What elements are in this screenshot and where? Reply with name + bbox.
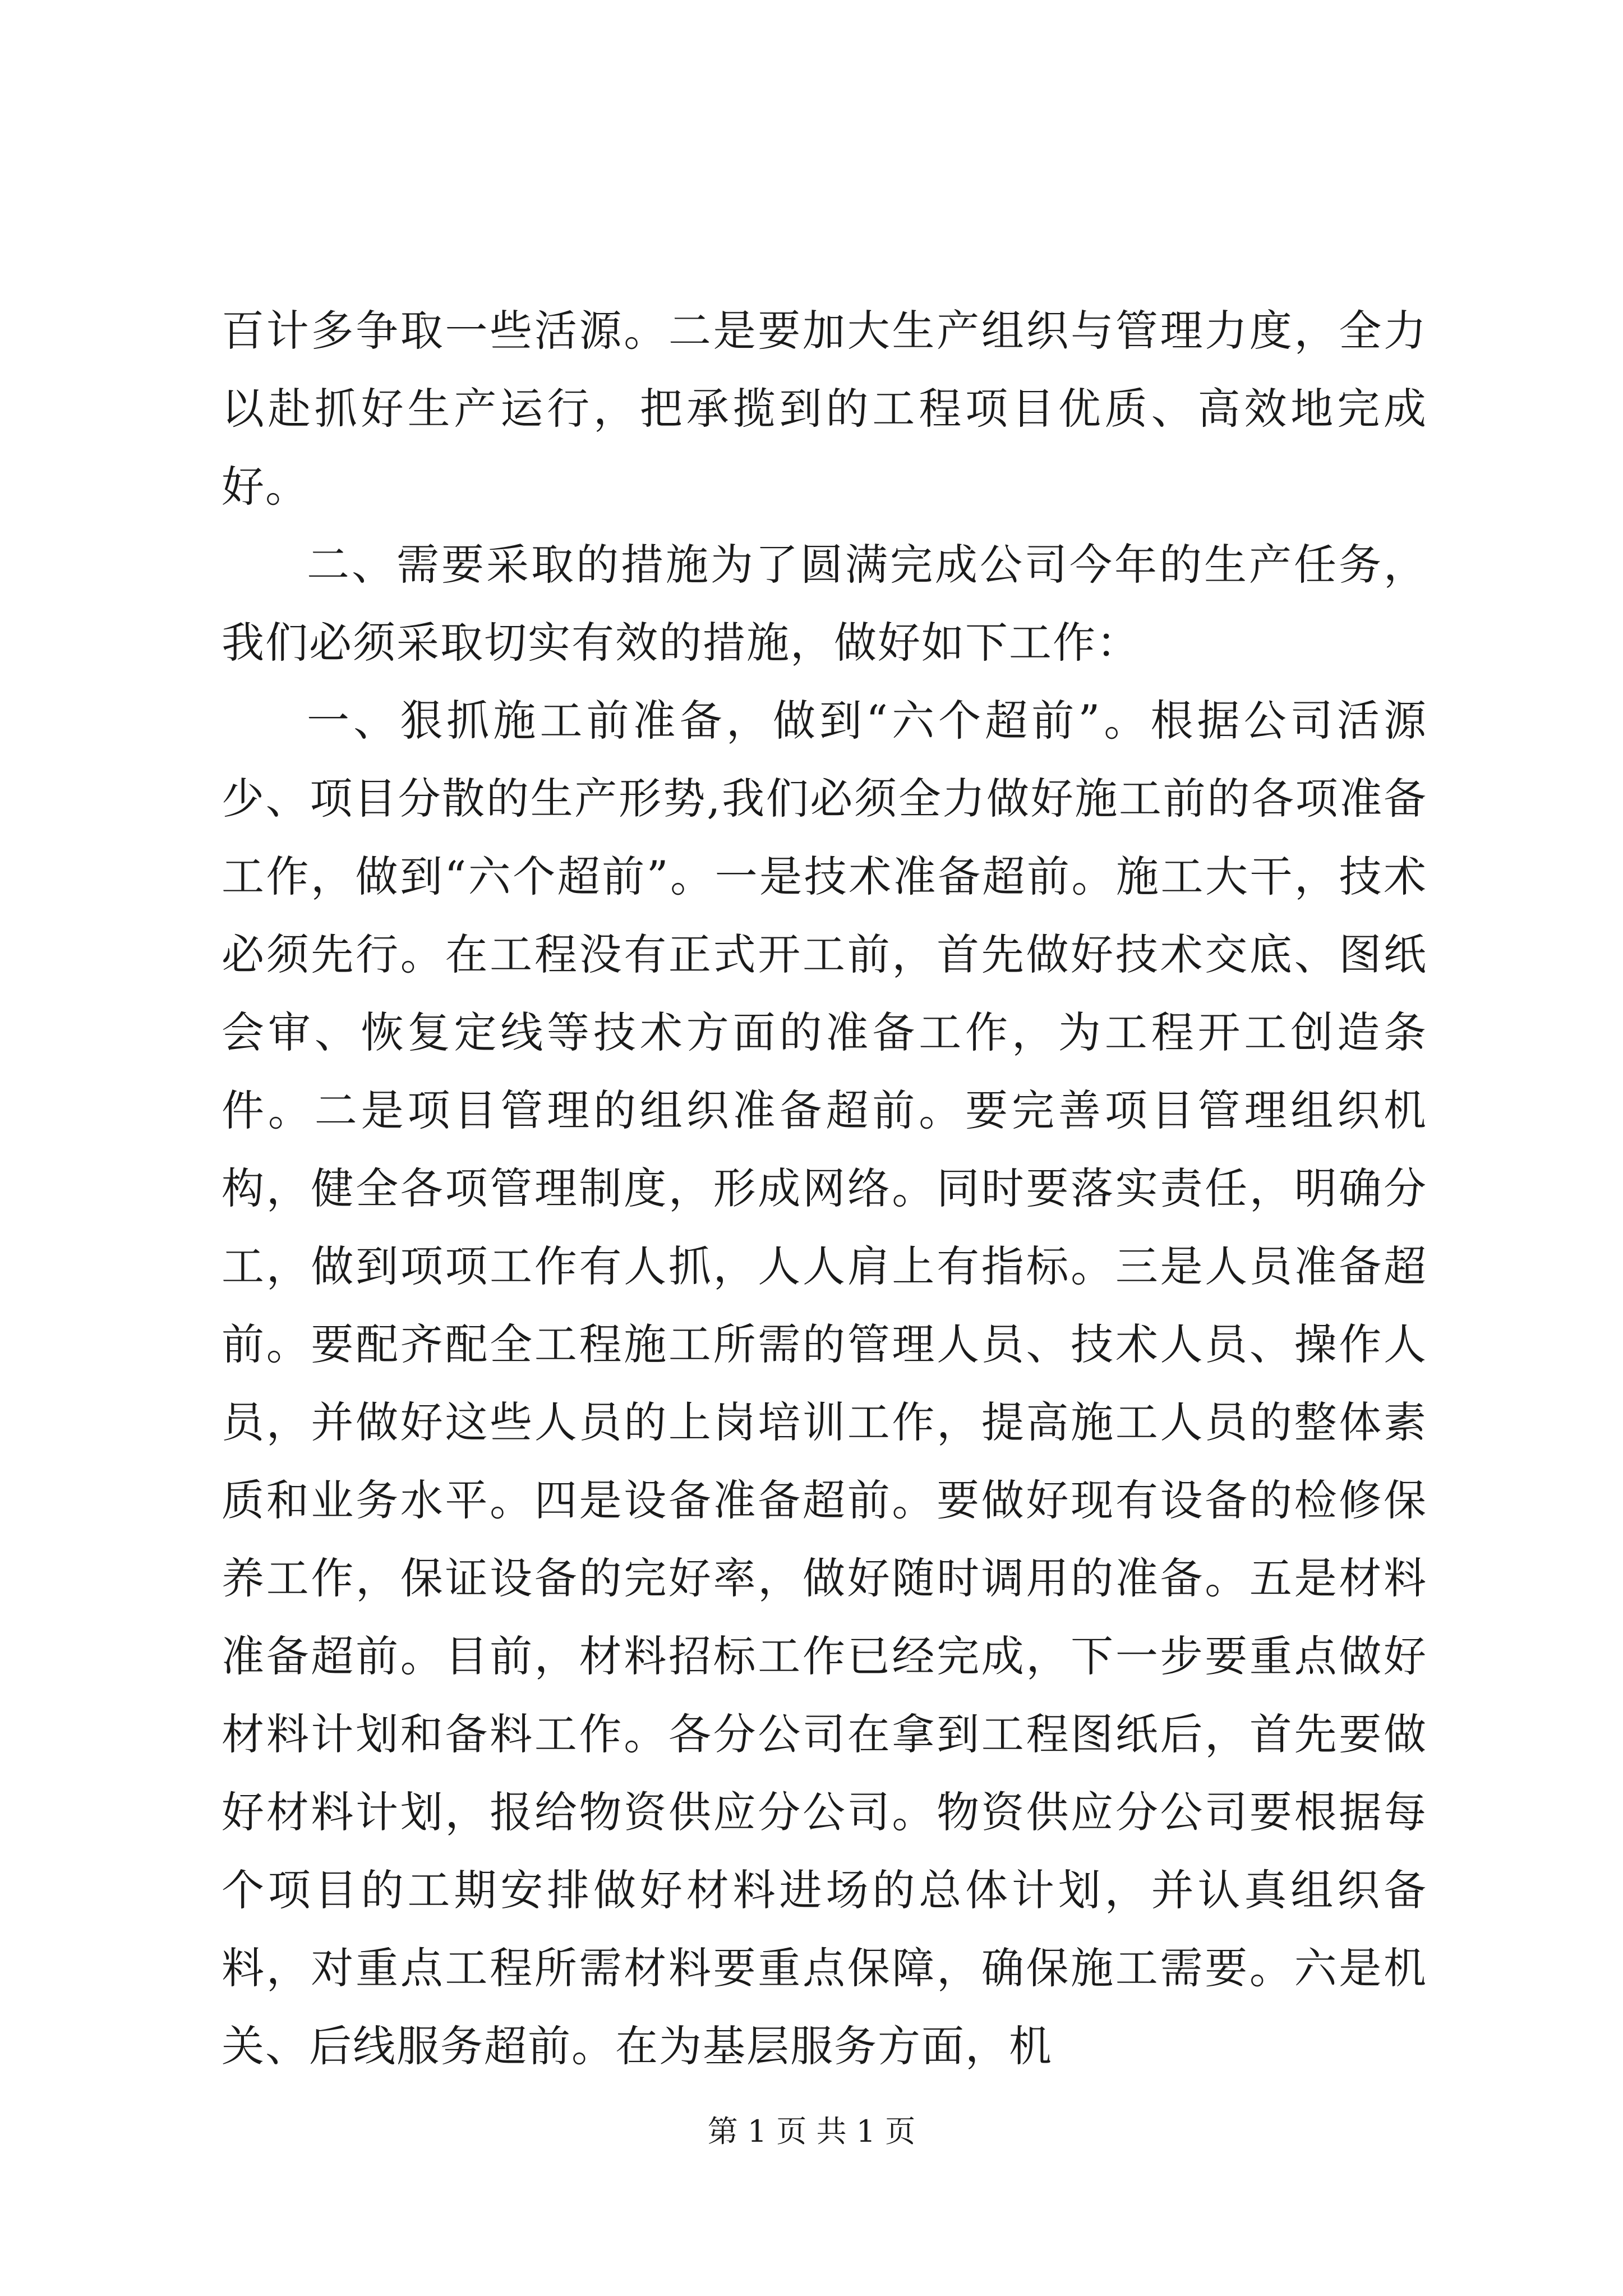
document-body xyxy=(222,292,1427,2085)
paragraph-six-ahead: 一、狠抓施工前准备，做到“六个超前”。根据公司活源少、项目分散的生产形势,我们必须全力做好施工前的各项准备工作，做到“六个超前”。一是技术准备超前。施工大干，技术必须先行。在工程没有正式开工前，首先做好技术交底、图纸会审、恢复定线等技术方面的准备工作，为工程开工创造条件。二是项目管理的组织准备超前。要完善项目管理组织机构，健全各项管理制度，形成网络。同时要落实责任，明确分工，做到项项工作有人抓，人人肩上有指标。三是人员准备超前。要配齐配全工程施工所需的管理人员、技术人员、操作人员，并做好这些人员的上岗培训工作，提高施工人员的整体素质和业务水平。四是设备准备超前。要做好现有设备的检修保养工作，保证设备的完好率，做好随时调用的准备。五是材料准备超前。目前，材料招标工作已经完成，下一步要重点做好材料计划和备料工作。各分公司在拿到工程图纸后，首先要做好材料计划，报给物资供应分公司。物资供应分公司要根据每个项目的工期安排做好材料进场的总体计划，并认真组织备料，对重点工程所需材料要重点保障，确保施工需要。六是机关、后线服务超前。在为基层服务方面，机 xyxy=(222,696,1427,2071)
paragraph-measures-intro: 二、需要采取的措施为了圆满完成公司今年的生产任务，我们必须采取切实有效的措施，做好如下工作： xyxy=(222,540,1427,668)
paragraph-continuation: 百计多争取一些活源。二是要加大生产组织与管理力度，全力以赴抓好生产运行，把承揽到的工程项目优质、高效地完成好。 xyxy=(222,306,1427,512)
page-footer xyxy=(0,2109,1623,2154)
page-number-label: 第 1 页 共 1 页 xyxy=(707,2114,916,2149)
